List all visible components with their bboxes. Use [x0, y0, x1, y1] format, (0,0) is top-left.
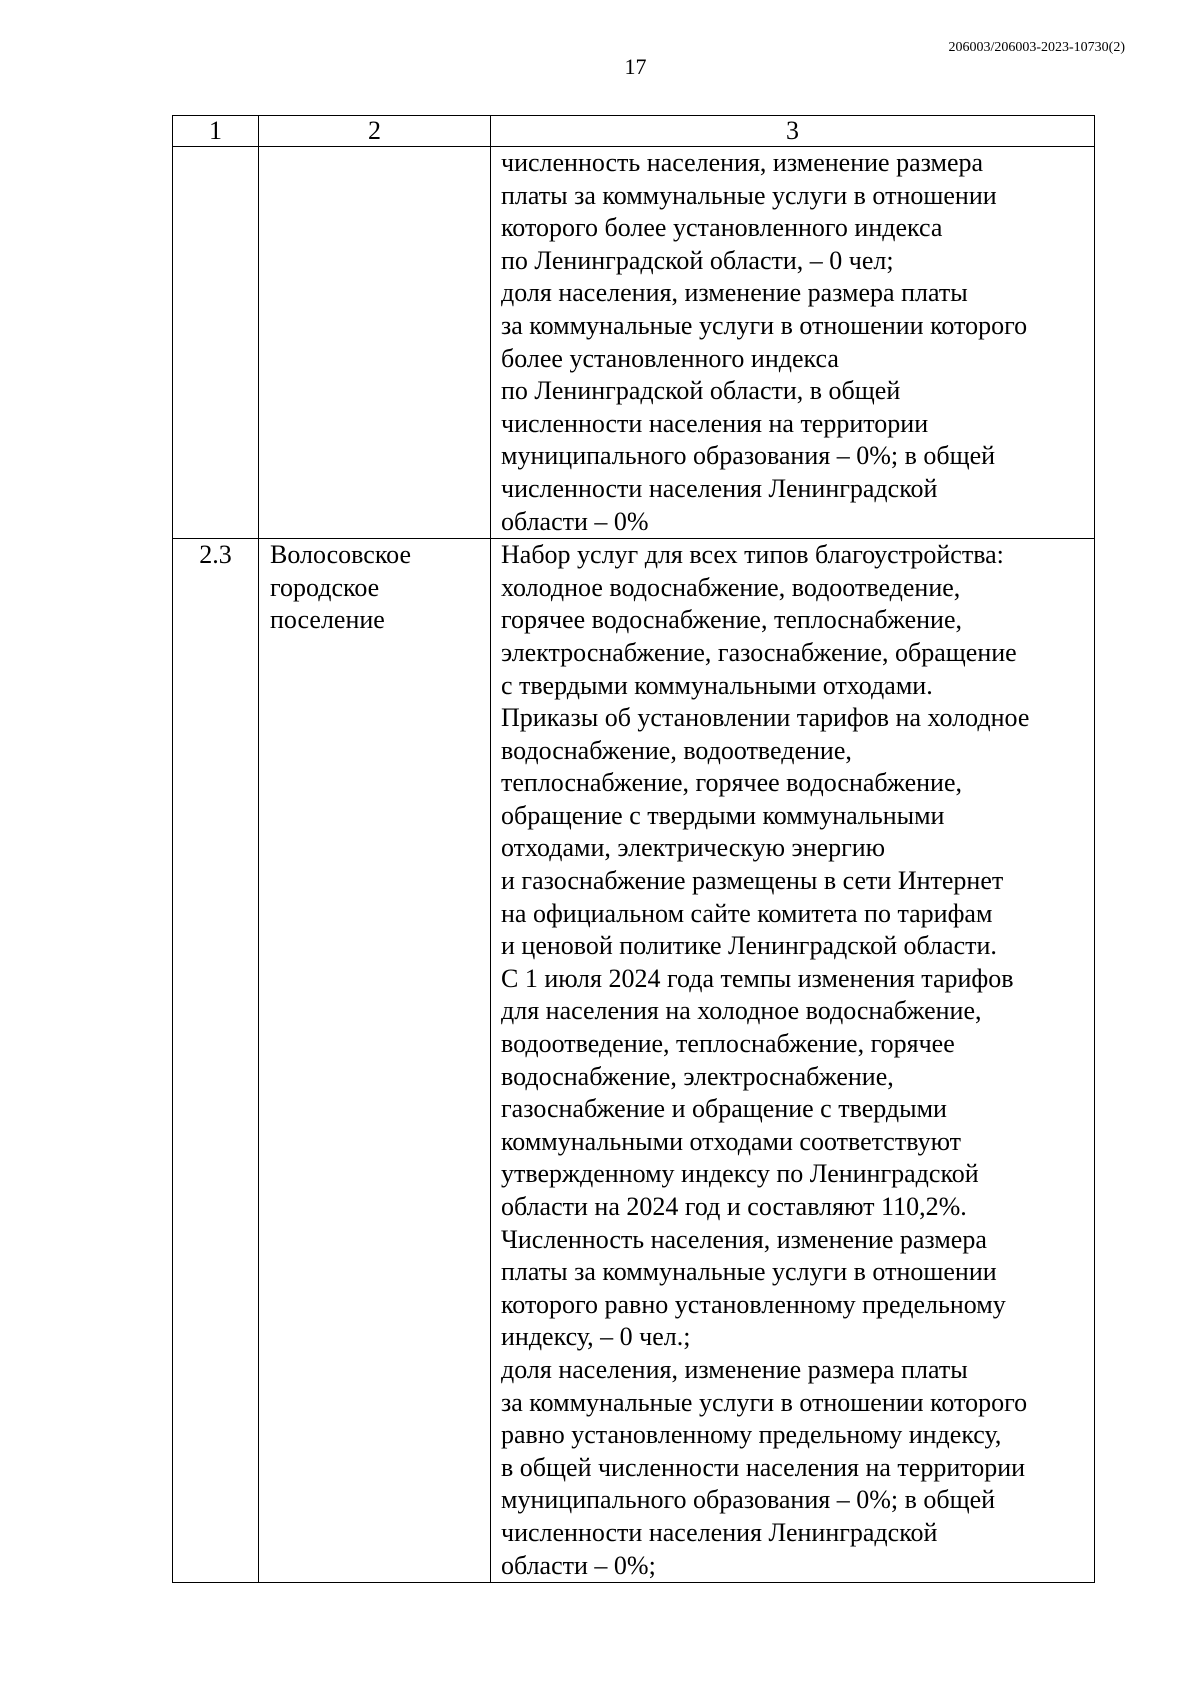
- description-line: платы за коммунальные услуги в отношении: [501, 180, 997, 210]
- description-line: которого более установленного индекса: [501, 213, 943, 243]
- description-line: водоснабжение, водоотведение,: [501, 735, 852, 765]
- description-line: области на 2024 год и составляют 110,2%.: [501, 1192, 967, 1221]
- row-number: 2.3: [199, 540, 232, 570]
- description-line: численности населения на территории: [501, 408, 929, 438]
- column-header: 1: [173, 116, 259, 147]
- description-line: области – 0%: [501, 506, 649, 536]
- description-line: индексу, – 0 чел.;: [501, 1322, 691, 1352]
- description-line: Приказы об установлении тарифов на холодное: [501, 703, 1030, 733]
- description-line: более установленного индекса: [501, 343, 839, 373]
- description-line: которого равно установленному предельному: [501, 1289, 1006, 1319]
- municipality-name-line: поселение: [270, 605, 385, 635]
- row-number-cell: [173, 147, 259, 539]
- description-line: С 1 июля 2024 года темпы изменения тарифов: [501, 963, 1014, 993]
- description-line: с твердыми коммунальными отходами.: [501, 670, 933, 700]
- description-line: отходами, электрическую энергию: [501, 833, 886, 863]
- description-line: муниципального образования – 0%; в общей: [501, 441, 996, 471]
- description-line: численность населения, изменение размера: [501, 148, 984, 177]
- description-line: и газоснабжение размещены в сети Интернет: [501, 866, 1004, 896]
- table-header-row: [173, 116, 1095, 147]
- municipality-name-line: Волосовское: [270, 540, 411, 570]
- description-line: за коммунальные услуги в отношении которого: [501, 1387, 1028, 1417]
- table-row: [173, 539, 1095, 1583]
- description-line: по Ленинградской области, в общей: [501, 376, 901, 406]
- description-line: численности населения Ленинградской: [501, 473, 938, 503]
- column-header: 3: [491, 116, 1095, 147]
- description-line: численности населения Ленинградской: [501, 1517, 938, 1547]
- description-cell: [491, 147, 1095, 539]
- description-line: Численность населения, изменение размера: [501, 1224, 987, 1254]
- description-line: доля населения, изменение размера платы: [501, 278, 968, 308]
- description-line: холодное водоснабжение, водоотведение,: [501, 572, 961, 602]
- page-number: 17: [624, 54, 647, 79]
- description-line: области – 0%;: [501, 1550, 656, 1580]
- description-line: доля населения, изменение размера платы: [501, 1354, 968, 1384]
- description-line: и ценовой политике Ленинградской области.: [501, 931, 997, 961]
- main-table: [172, 115, 1095, 1583]
- description-line: теплоснабжение, горячее водоснабжение,: [501, 768, 963, 798]
- description-line: водоснабжение, электроснабжение,: [501, 1061, 894, 1091]
- description-line: коммунальными отходами соответствуют: [501, 1126, 962, 1156]
- table-row: [173, 147, 1095, 539]
- row-number-cell: [173, 539, 259, 1583]
- description-line: по Ленинградской области, – 0 чел;: [501, 245, 894, 275]
- description-line: в общей численности населения на территории: [501, 1452, 1026, 1482]
- description-line: равно установленному предельному индексу,: [501, 1420, 1002, 1450]
- document-id: 206003/206003-2023-10730(2): [948, 40, 1125, 55]
- description-line: утвержденному индексу по Ленинградской: [501, 1159, 979, 1189]
- column-header: 2: [259, 116, 491, 147]
- description-cell: [491, 539, 1095, 1583]
- description-line: платы за коммунальные услуги в отношении: [501, 1257, 997, 1287]
- description-line: на официальном сайте комитета по тарифам: [501, 898, 993, 928]
- row-number: [173, 147, 258, 180]
- description-line: горячее водоснабжение, теплоснабжение,: [501, 605, 963, 635]
- description-line: муниципального образования – 0%; в общей: [501, 1485, 996, 1515]
- description-line: водоотведение, теплоснабжение, горячее: [501, 1029, 955, 1059]
- municipality-name-line: городское: [270, 572, 380, 602]
- description-line: Набор услуг для всех типов благоустройства:: [501, 540, 1004, 570]
- municipality-name-cell: [259, 147, 491, 539]
- description-line: газоснабжение и обращение с твердыми: [501, 1094, 947, 1124]
- description-line: для населения на холодное водоснабжение,: [501, 996, 982, 1026]
- description-line: электроснабжение, газоснабжение, обращение: [501, 637, 1017, 667]
- municipality-name-cell: [259, 539, 491, 1583]
- description-line: обращение с твердыми коммунальными: [501, 800, 945, 830]
- description-line: за коммунальные услуги в отношении которого: [501, 310, 1028, 340]
